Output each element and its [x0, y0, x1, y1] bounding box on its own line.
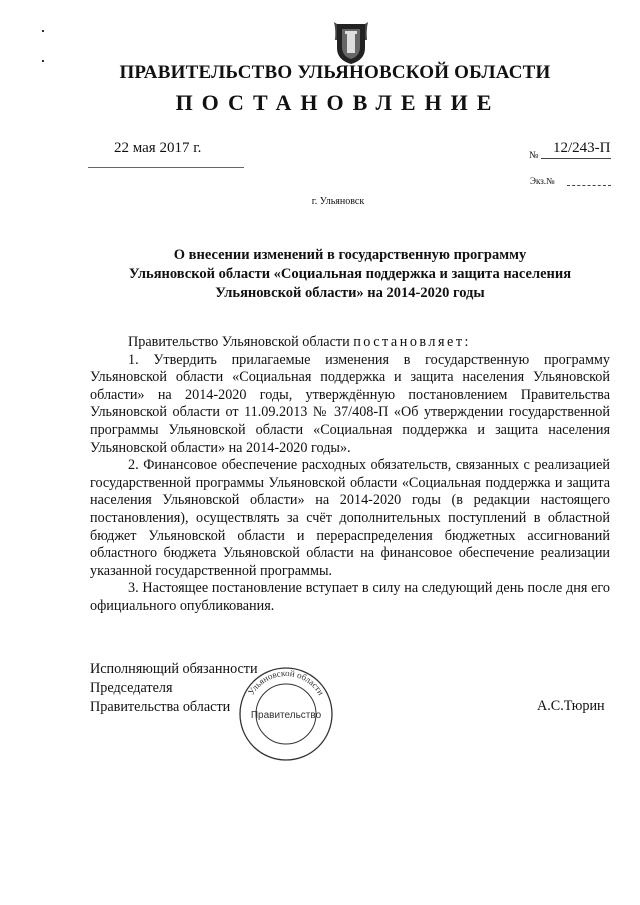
signatory-position-line3: Правительства области	[90, 699, 231, 715]
date-underline	[88, 167, 244, 168]
heading-line: Ульяновской области» на 2014-2020 годы	[215, 285, 485, 301]
government-title: ПРАВИТЕЛЬСТВО УЛЬЯНОВСКОЙ ОБЛАСТИ	[119, 62, 551, 83]
document-type: ПОСТАНОВЛЕНИЕ	[175, 90, 501, 115]
document-number: 12/243-П	[553, 140, 611, 156]
number-prefix: №	[529, 150, 539, 161]
signatory-position-line1: Исполняющий обязанности	[90, 661, 258, 677]
official-seal-icon	[236, 664, 336, 764]
copy-number-label: Экз.№	[530, 176, 555, 186]
intro-verb: постановляет:	[353, 334, 471, 350]
heading-line: Ульяновской области «Социальная поддержка и защита населения	[128, 266, 572, 282]
paragraph-3: 3. Настоящее постановление вступает в силу на следующий день после дня его официального опубликования.	[90, 580, 610, 614]
coat-of-arms-icon	[333, 20, 369, 66]
paragraph-1: 1. Утвердить прилагаемые изменения в государственную программу Ульяновской области «Социальная поддержка и защита населения Ульяновской области» на 2014-2020 годы, утверждённую постановлением Правительства Ульяновской области от 11.09.2013 № 37/408-П «Об утверждении государственной программы Ульяновской области «Социальная поддержка и защита населения Ульяновской области» на 2014-2020 годы».	[90, 351, 610, 456]
svg-text:Ульяновской области	[246, 668, 326, 697]
intro-text: Правительство Ульяновской области	[128, 334, 354, 350]
signer-name: А.С.Тюрин	[537, 698, 605, 714]
paragraph-2: 2. Финансовое обеспечение расходных обязательств, связанных с реализацией государственной программы Ульяновской области «Социальная поддержка и защита населения Ульяновской области» на 2014-2020 годы (в редакции настоящего постановления), осуществлять за счёт дополнительных поступлений в областной бюджет Ульяновской области и перераспределения бюджетных ассигнований областного бюджета Ульяновской области на финансовое обеспечение реализации указанной государственной программы.	[90, 457, 610, 579]
seal-center-text: Правительство	[250, 710, 322, 721]
copy-number-line	[567, 185, 611, 186]
seal-ring-text: Ульяновской области	[245, 667, 327, 697]
number-underline	[541, 158, 611, 159]
document-body	[90, 334, 610, 616]
document-date: 22 мая 2017 г.	[114, 140, 202, 156]
document-heading	[90, 246, 610, 303]
signature-block	[90, 660, 258, 717]
signatory-position-line2: Председателя	[90, 680, 173, 696]
city: г. Ульяновск	[311, 196, 365, 207]
heading-line: О внесении изменений в государственную программу	[173, 247, 527, 263]
intro-paragraph	[90, 334, 610, 352]
